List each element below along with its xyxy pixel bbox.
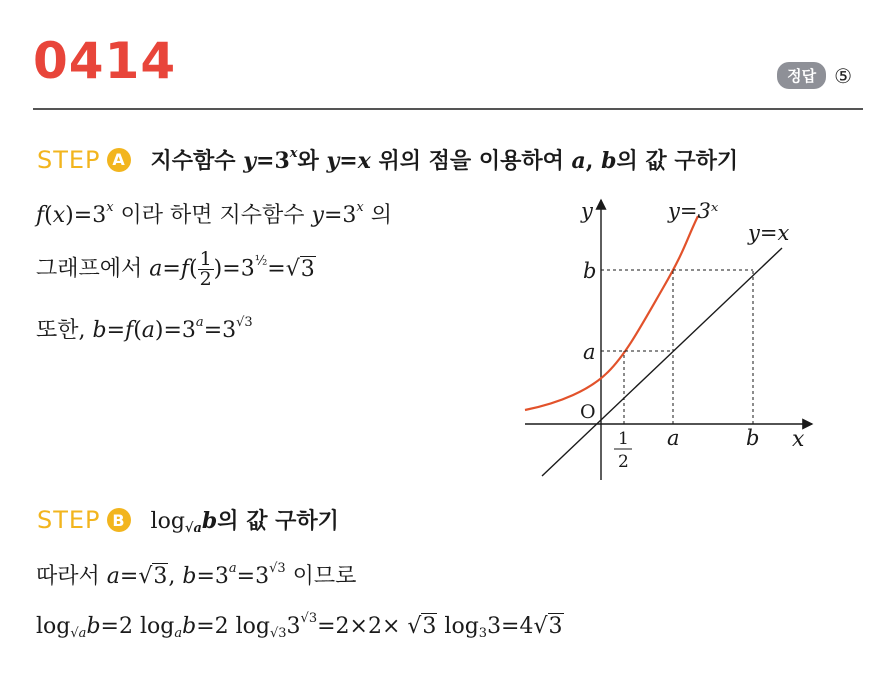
step-b-word: STEP — [37, 506, 101, 534]
step-a-letter-icon: A — [107, 148, 131, 172]
step-a-line-1: $f(x)=3^x$ 이라 하면 지수함수 $y=3^x$ 의 — [36, 200, 393, 228]
y-tick-a: a — [583, 340, 596, 364]
y-tick-b: b — [583, 259, 597, 283]
header-divider — [33, 108, 863, 110]
step-a-word: STEP — [37, 145, 101, 174]
x-tick-half-num: 1 — [618, 429, 629, 449]
line-label: y=x — [748, 221, 790, 245]
step-b-line-2: $\log_{√a}b=2$ $\log_ab=2$ $\log_{√3}3^{√3}=2\times 2\times √3$ $\log_33=4√3$ — [36, 611, 563, 641]
step-b-title: $\log_{√a}b$의 값 구하기 — [150, 508, 339, 536]
y-axis-label: y — [581, 199, 593, 223]
x-tick-a: a — [667, 426, 680, 450]
curve-exponential — [525, 216, 698, 410]
answer-value: ⑤ — [834, 63, 852, 88]
curve-label: y=3ˣ — [668, 199, 719, 223]
step-a-line-3: 또한, $b=f(a)=3^a=3^{√3}$ — [36, 315, 253, 343]
x-tick-b: b — [746, 426, 760, 450]
answer-area — [777, 62, 852, 89]
step-b-letter-icon: B — [107, 508, 131, 532]
exponential-graph — [520, 188, 820, 488]
x-axis-label: x — [792, 427, 805, 452]
problem-number: 0414 — [33, 32, 177, 90]
x-tick-half-den: 2 — [618, 452, 629, 472]
step-a-line-2: 그래프에서 a=f( $\frac{1}{2}$ )$=3^{\frac{1}{2}}=√3$ — [36, 248, 315, 290]
step-b-line-1: 따라서 a=√3, $b=3^a=3^{√3}$ 이므로 — [36, 561, 357, 589]
answer-badge: 정답 — [777, 62, 826, 89]
step-a-heading — [37, 144, 738, 175]
origin-label: O — [580, 401, 596, 423]
step-b-heading — [37, 504, 339, 536]
step-a-title: 지수함수 $y=3^x$와 y=x 위의 점을 이용하여 a, b의 값 구하기 — [150, 146, 739, 174]
